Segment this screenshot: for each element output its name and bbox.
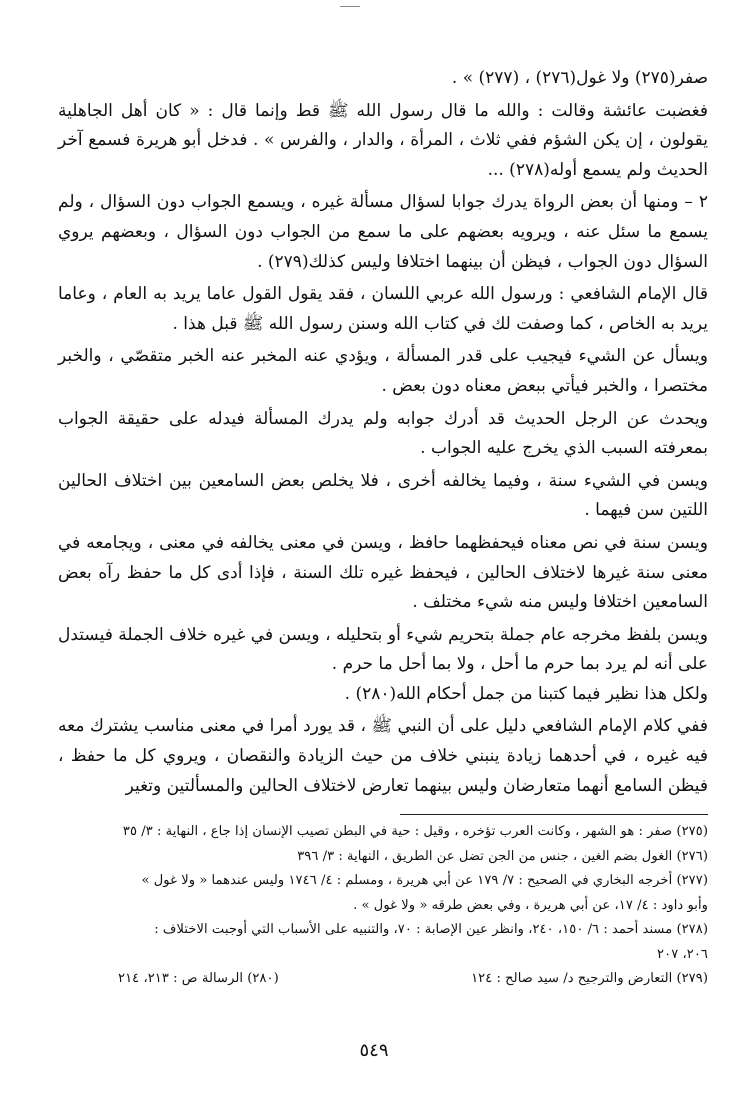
main-text [58,64,708,801]
paragraph-4: قال الإمام الشافعي : ورسول الله عربي اللسان ، فقد يقول القول عاما يريد به العام ، وعاما يريد به الخاص ، كما وصفت لك في كتاب الله وسنن رسول الله ﷺ قبل هذا . [58,284,708,334]
paragraph-7: ويسن في الشيء سنة ، وفيما يخالفه أخرى ، فلا يخلص بعض السامعين بين اختلاف الحالين اللتين سن فيهما . [58,470,708,521]
top-edge-mark [340,0,360,7]
footnote-280: (٢٨٠) الرسالة ص : ٢١٣، ٢١٤ [118,971,279,986]
paragraph-2: فغضبت عائشة وقالت : والله ما قال رسول الله ﷺ قط وإنما قال : « كان أهل الجاهلية يقولون ، إن يكن الشؤم ففي ثلاث ، المرأة ، والدار ، والفرس » . فدخل أبو هريرة فسمع آخر الحديث ولم يسمع أوله(٢٧٨) ... [58,100,708,180]
footnote-separator [400,814,708,815]
footnote-279: (٢٧٩) التعارض والترجيح د/ سيد صالح : ١٢٤ [471,971,708,986]
footnote-278-continued: ٢٠٦، ٢٠٧ [657,946,708,962]
paragraph-6: ويحدث عن الرجل الحديث قد أدرك جوابه ولم يدرك المسألة فيدله على حقيقة الجواب بمعرفته السبب الذي يخرج عليه الجواب . [58,408,708,459]
paragraph-8: ويسن سنة في نص معناه فيحفظهما حافظ ، ويسن في معنى يخالفه في معنى ، ويجامعه في معنى سنة غيرها لاختلاف الحالين ، فيحفظ غيره تلك السنة ، فإذا أدى كل ما حفظ رآه بعض السامعين اختلافا وليس منه شيء مختلف . [58,532,708,613]
footnote-row-279-280 [58,967,708,992]
footnote-277-continued: وأبو داود : ٤/ ١٧، عن أبي هريرة ، وفي بعض طرقه « ولا غول » . [353,897,708,913]
page-number: ٥٤٩ [359,1040,389,1061]
paragraph-10: ولكل هذا نظير فيما كتبنا من جمل أحكام الله(٢٨٠) . [344,683,708,704]
paragraph-3: ٢ – ومنها أن بعض الرواة يدرك جوابا لسؤال مسألة غيره ، ويسمع الجواب دون السؤال ، ولم يسمع ما سئل عنه ، ويرويه بعضهم على ما سمع من الجواب دون السؤال ، وبعضهم يروي السؤال دون الجواب ، فيظن أن بينهما اختلافا وليس كذلك(٢٧٩) . [58,192,708,272]
paragraph-9: ويسن بلفظ مخرجه عام جملة بتحريم شيء أو بتحليله ، ويسن في غيره خلاف الجملة فيستدل على أنه لم يرد بما حرم ما أحل ، ولا بما أحل ما حرم . [58,624,708,675]
footnote-277: (٢٧٧) أخرجه البخاري في الصحيح : ٧/ ١٧٩ عن أبي هريرة ، ومسلم : ٤/ ١٧٤٦ وليس عندهما « ولا غول » [141,873,708,888]
paragraph-1: صفر(٢٧٥) ولا غول(٢٧٦) ، (٢٧٧) » . [451,68,708,88]
footnotes [58,820,708,992]
footnote-278: (٢٧٨) مسند أحمد : ٦/ ١٥٠، ٢٤٠، وانظر عين الإصابة : ٧٠، والتنبيه على الأسباب التي أوجبت الاختلاف : [154,922,708,937]
paragraph-11: ففي كلام الإمام الشافعي دليل على أن النبي ﷺ ، قد يورد أمرا في معنى مناسب يشترك معه فيه غيره ، في أحدهما زيادة ينبني خلاف من حيث الزيادة والنقصان ، ويروي كل ما حفظ ، فيظن السامع أنهما متعارضان وليس بينهما تعارض لاختلاف الحالين والمسألتين وتغير [58,716,708,796]
footnote-275: (٢٧٥) صفر : هو الشهر ، وكانت العرب تؤخره ، وقيل : حية في البطن تصيب الإنسان إذا جاع ، النهاية : ٣/ ٣٥ [122,824,708,839]
footnote-276: (٢٧٦) الغول بضم الغين ، جنس من الجن تضل عن الطريق ، النهاية : ٣/ ٣٩٦ [297,848,708,864]
paragraph-5: ويسأل عن الشيء فيجيب على قدر المسألة ، ويؤدي عنه المخبر عنه الخبر متقصّي ، والخبر مختصرا ، والخبر فيأتي ببعض معناه دون بعض . [58,346,708,396]
